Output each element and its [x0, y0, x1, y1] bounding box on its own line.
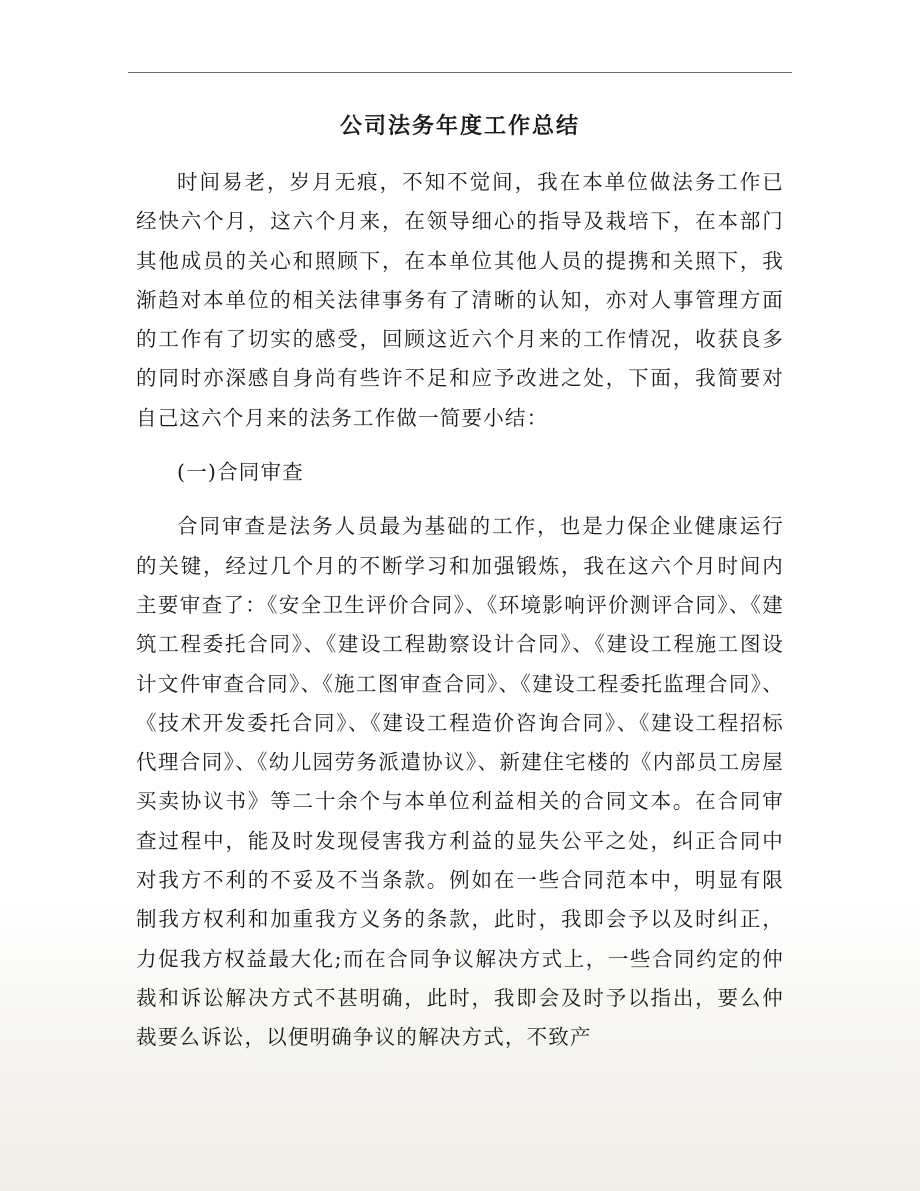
paragraph-gap	[136, 492, 784, 507]
document-body	[136, 163, 784, 1058]
paragraph-gap	[136, 438, 784, 453]
contract-review-paragraph: 合同审查是法务人员最为基础的工作，也是力保企业健康运行的关键，经过几个月的不断学习和加强锻炼，我在这六个月时间内主要审查了：《安全卫生评价合同》、《环境影响评价测评合同》、《建筑工程委托合同》、《建设工程勘察设计合同》、《建设工程施工图设计文件审查合同》、《施工图审查合同》、《建设工程委托监理合同》、《技术开发委托合同》、《建设工程造价咨询合同》、《建设工程招标代理合同》、《幼儿园劳务派遣协议》、新建住宅楼的《内部员工房屋买卖协议书》等二十余个与本单位利益相关的合同文本。在合同审查过程中，能及时发现侵害我方利益的显失公平之处，纠正合同中对我方不利的不妥及不当条款。例如在一些合同范本中，明显有限制我方权利和加重我方义务的条款，此时，我即会予以及时纠正，力促我方权益最大化;而在合同争议解决方式上，一些合同约定的仲裁和诉讼解决方式不甚明确，此时，我即会及时予以指出，要么仲裁要么诉讼，以便明确争议的解决方式，不致产	[136, 514, 784, 1050]
intro-paragraph: 时间易老，岁月无痕，不知不觉间，我在本单位做法务工作已经快六个月，这六个月来，在领导细心的指导及栽培下，在本部门其他成员的关心和照顾下，在本单位其他人员的提携和关照下，我渐趋对本单位的相关法律事务有了清晰的认知，亦对人事管理方面的工作有了切实的感受，回顾这近六个月来的工作情况，收获良多的同时亦深感自身尚有些许不足和应予改进之处，下面，我简要对自己这六个月来的法务工作做一简要小结：	[136, 170, 784, 430]
section-heading: (一)合同审查	[177, 460, 304, 485]
document-title: 公司法务年度工作总结	[339, 113, 580, 139]
header-rule	[128, 72, 792, 73]
